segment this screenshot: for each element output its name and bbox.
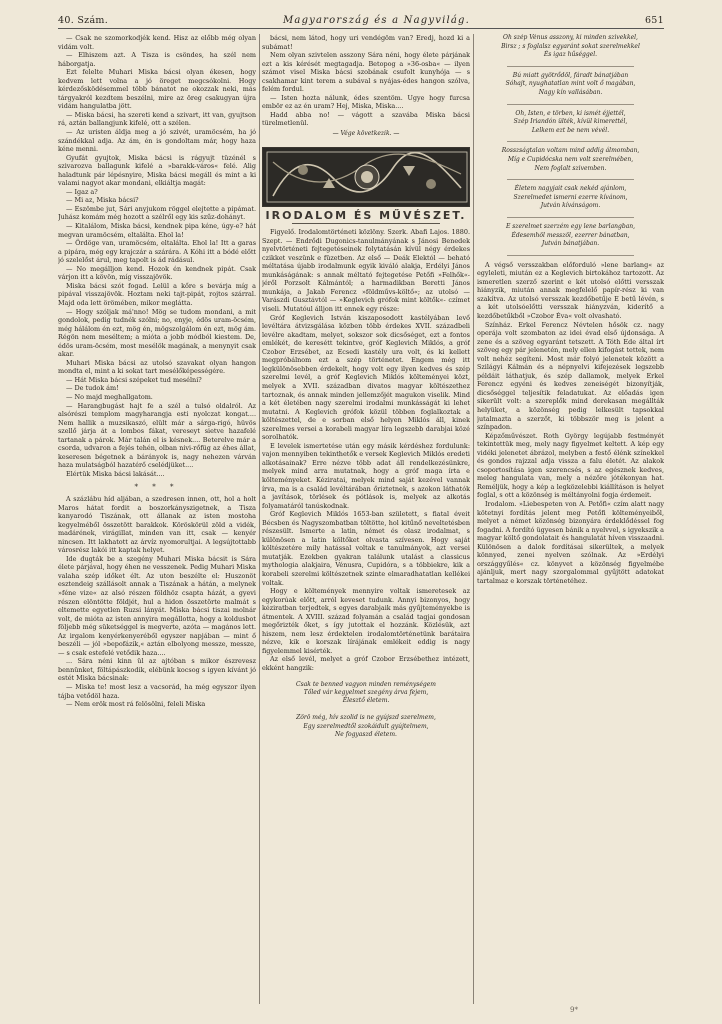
verse-stanza [477, 110, 664, 136]
verse-line: Szerelmedet ismerni ezerre kívánom, [513, 193, 628, 201]
verse-line: Tőled vár kegyelmet szegény árva fejem, [303, 688, 429, 696]
page-number: 651 [644, 15, 664, 26]
paragraph: Miska bácsi szót fogad. Lelül a kőre s bevárja míg a pipával visszajövök. Hoztam neki tajt-pipát, rojtos szárral. Majd oda lett örömében, mikor meglátta. [58, 281, 256, 307]
verse-line: E szerelmet szerzém egy lene barlangban, [505, 222, 636, 230]
verse-stanza [477, 223, 664, 249]
paragraph: Nem olyan szivtelen asszony Sára néni, hogy élete párjának ezt a kis kérését megtagadja. Betopog a »36-osba« — ilyen számot visel Miska bácsi szobának csufolt kunyhója — s csakhamar kint terem a subával s nyájas-édes hangon szólva, felém fordul. [262, 51, 470, 94]
paragraph: — Mi az, Miska bácsi? [66, 196, 139, 205]
verse-stanza [477, 147, 664, 173]
verse-block [262, 681, 470, 740]
section-heading: IRODALOM ÉS MŰVÉSZET. [265, 208, 467, 222]
stanza-separator [507, 255, 634, 256]
paragraph: Ezt felelte Muhari Miska bácsi olyan ékesen, hogy kedvem lett volna a jó öreget megcsókolni. Hogy kérdezősködésemmel több bánatot ne okozzak neki, más tárgyakról kezdtem beszélni, mire az öreg csakugyan újra vidám hangulatba jött. [58, 68, 256, 111]
stanza-separator [507, 66, 634, 67]
verse-line: Jutván kívánságom. [540, 202, 601, 210]
column-rule [473, 34, 474, 1004]
paragraph: Színház. Erkel Ferencz Névtelen hősök cz. nagy operája volt szombaton az idei évad első újdonsága. A zene és a szöveg egyaránt tetszett. A Tóth Ede által írt szöveg egy pár jelenetén, mely ellen kifogást tettek, nem volt nehéz segíteni. Most már folyó jelenetek között a Szilágyi Kálmán és a népnyelvi kifejezések legszebb példáit láthatjuk, és szép dallamok, melyek Erkel Ferencz egyéni és kedves zeneiségét bizonyítják, dicsőséggel teljesítik feladatukat. Az előadás igen sikerült volt: a szereplők mind derekasan megállták helyüket, a közönség pedig lelkesült tapsokkal jutalmazta a szerzőt, ki többször meg is jelent a színpadon. [477, 320, 664, 432]
paragraph: ... Sára néni kinn ül az ajtóban s mikor észrevesz bennünket, föltápászkodik, elébünk kocsog s igyen kívánt jó estét Miska bácsinak: [58, 657, 256, 683]
paragraph: — Az uristen áldja meg a jó szivét, uramöcsém, ha jó szándékkal adja. Az ám, én is gondoltam már, hogy haza kéne menni. [58, 128, 256, 154]
paragraph: Figyelő. Irodalomtörténeti közlöny. Szerk. Abafi Lajos. 1880. Szept. — Endrődi Dugonics-tanulmányának s Jánosi Benedek nyelvtörténeti fejtegetéseinek folytatásán kívül négy érdekes czikket veszünk e füzetben. Az első — Deák Elektól — beható méltatása újabb irodalmunk egyik kiváló alakja, Erdélyi János munkáságának: s annak méltató fejtegetése Petőfi »Felhők«-jéről Porzsolt Kálmántól; a harmadikban Beretti János munkája, a Jakab Ferencz »földművs-költő«; az utolsó — Varászdi Gusztávtól — »Keglevich grófok mint költők«- czímet viseli. Mutatóul álljon itt ennek egy része: [262, 228, 470, 314]
paragraph: — Igaz a? [66, 187, 98, 196]
column-rule [259, 34, 260, 1004]
verse-line: Jutván bánatjában. [541, 240, 600, 248]
verse-line: Életem nagyjait csak nekéd ajánlom, [514, 185, 627, 193]
stanza-separator [507, 217, 634, 218]
verse-line: Rosszságtalan voltam mind addig álmomban, [501, 147, 640, 155]
section-stars: * * * [134, 483, 180, 492]
paragraph: A százlábu híd aljában, a szedresen innen, ott, hol a holt Maros hátat fordit a boszorkányszigetnek, a Tisza kanyarodó Tiszának, ott állanak az isten mostoha kegyelméből összetött barakkok. Köröskörül zöld a vidék, madárének, virágillat, minden van itt, csak — kenyér nincsen. Itt lakhatott az árvíz nyomorultjai. A legsújtottabb városrész lakói itt kaptak helyet. [58, 494, 256, 555]
paragraph: Hogy e költemények mennyire voltak ismeretesek az egykorúak előtt, arról keveset tudunk. Annyi bizonyos, hogy kéziratban terjedtek, s egyes darabjaik más gyűjteményekbe is átmentek. A XVIII. század folyamán a család tagjai gondosan megőrizték őket, s így jutottak el hozzánk. Közlésük, azt hiszem, nem lesz érdektelen irodalomtörténetünk barátaira nézve, kik e korszak lírájának emlékeit eddig is nagy figyelemmel kisérték. [262, 587, 470, 655]
paragraph: — Nem erök most rá felösölni, feleli Miska [66, 700, 206, 709]
paragraph: Elértük Miska bácsi lakását.... [66, 469, 165, 478]
verse-line: Míg e Cupidócska nem volt szerelmében, [507, 155, 634, 163]
paragraph: — De tudok ám! [66, 384, 119, 393]
paragraph: — Miska bácsi, ha szereti kend a szivart, itt van, gyujtson rá, aztán ballangjunk kifelé, ott a szélen. [58, 110, 256, 128]
decorative-banner [262, 147, 470, 207]
stanza-separator [507, 104, 634, 105]
verse-line: Oh, Isten, e törben, ki ismét éjjettél, [515, 109, 626, 117]
paragraph: Gróf Keglevich István kiszaposodott kastélyában levő levéltára átvizsgálása közben több érdekes XVII. századbeli levélre akadtam, melyet, sokszor sok dicsőséget, ezt a fontos emlékét, de keresétt tekintve, gróf Keglevich Miklós, a gróf Czobor Erzsébet, az Ecsedi kastély ura volt, és ki kellett megpróbálnom ezt a szép történetet. Engem még itt legkülönösebben érdekelt, hogy volt egy ilyen kedves és szép szerelmi levél, a gróf Keglevich Miklós költeményei közt, melyek a XVII. században divatos magyar költészethez tartoznak, és annak minden jellemzőjét magukon viselik. Mind a két életében nagy szerelmi irodalmi munkásságát ki lehet mutatni. A Keglevich grófok közül többen foglalkoztak a költészettel, de e sorban első helyen Miklós áll, kinek szerelmes versei a korabeli magyar líra legszebb darabjai közé sorolhatók. [262, 313, 470, 442]
verse-line: Lelkem ezt be nem vévél. [531, 126, 610, 134]
column-2 [262, 34, 470, 1004]
issue-number: 40. Szám. [58, 15, 109, 26]
paragraph: — Eszömbe jut, Sári anyjukom röggel elejtette a pipámat. Juhász komám még hozott a szélről egy kis szűz-dohányt. [58, 204, 256, 222]
paragraph: — Hát Miska bácsi szépeket tud mesélni? [66, 375, 202, 384]
paragraph: A végső versszakban előforduló »lene barlang« az egyleleti, miután ez a Keglevich birtokához tartozott. Az ismeretlen szerző szerint e két utolsó előtti versszak hiányzik, miután annak megfelelő papír-rész ki van szakítva. Az utolsó versszak kezdőbetűje E betű lévén, s a két utolsóelőtti versszak hiányzván, kiderítő a kezdőbetűkből »Czobor Éva« volt olvasható. [477, 260, 664, 320]
verse-line: Szép Iriandón ülték, kívül kimerettél, [513, 118, 628, 126]
verse-line: Élesztő életem. [342, 697, 390, 705]
column-1 [58, 34, 256, 1004]
paragraph: Gróf Keglevich Miklós 1653-ban született, s fiatal éveit Bécsben és Nagyszombatban töltötte, hol kitűnő neveltetésben részesült. Ismerte a latin, német és olasz irodalmat, s különösen a latin költőket olvasta szívesen. Hogy saját költészetére mily hatással voltak e tanulmányok, azt versei mutatják. Ezekben gyakran találunk utalást a classicus mythologia alakjaira, Vénusra, Cupidóra, s a többiekre, kik a korabeli szerelmi költészetnek szinte elmaradhatatlan kellékei voltak. [262, 510, 470, 587]
paragraph: — Harangbugást hajt fe a szél a tulsó oldalról. Az alsórészi templom magyharangja esti nyolczat kongat.... Nem hallik a muzsikaszó, elült már a sárga-rigó, hüvös szellő járja át a lombos fákat, vereseyt sietve hazafelé tartanak a párok. Már talán el is késnek.... Beterelve már a csorda, udvaron a fejés tehén, olban nivi-rőfüg az éhes állat, keseresen bégetnek a bárányok is, nagy nehezen várván haza mulatságból hazatérő cselédjüket.... [58, 401, 256, 470]
verse-stanza [477, 72, 664, 98]
paragraph: — Elhiszem azt. A Tisza is csöndes, ha szél nem háborgatja. [58, 51, 256, 68]
verse-line: Egy szerelmedtől szokáidult gyújtelmem, [303, 722, 429, 730]
paragraph: — Kitalálom, Miska bácsi, kendnek pipa kéne, úgy-e? hát megvan uramöcsém, eltaláltа. Ehol la! [58, 222, 256, 239]
ornament-illustration [263, 148, 470, 206]
continuation-note: — Vége következik. — [332, 130, 400, 138]
paragraph: Hadd abba no! — vágott a szavába Miska bácsi türelmetlenül. [262, 110, 470, 128]
verse-line: Sóhajt, nyughatatlan mint volt ő magában, [505, 80, 636, 88]
paragraph: Gyufát gyujtok, Miska bácsi is rágyujt tüzénél s szivarozva ballagunk kifelé a »barakk-város« felé. Alig haladtunk pár lépésnyire, Miska bácsi megáll és mint a ki valami nagyot akar mondani, elkiáltja magát: [58, 153, 256, 188]
paragraph: Az első levél, melyet a gróf Czobor Erzsébethez intézett, ekként hangzik: [262, 655, 470, 672]
paragraph: — Csak ne szomorkodjék kend. Hisz az előbb még olyan vidám volt. [58, 34, 256, 51]
paragraph: — Miska te! most lesz a vacsorád, ha még egyszor ilyen tájba vetődöl haza. [58, 683, 256, 700]
verse-stanza [477, 34, 664, 60]
page-header [58, 10, 664, 26]
verse-line: Nem foglalt szivemben. [534, 164, 607, 172]
paragraph: — Isten hozta nálunk, édes szentöm. Ugye hogy furcsa embör ez az én uram? Hej, Miska, Miska.... [262, 93, 470, 111]
column-3 [477, 34, 664, 1004]
stanza-separator [507, 179, 634, 180]
folio-mark: 9* [570, 1006, 578, 1014]
paragraph: — No megálljon kend. Hozok én kendnek pipát. Csak várjon itt a kövön, míg visszajövök. [58, 264, 256, 282]
paragraph: — Hogy szóljak má'nno! Mög se tudom mondani, a mit gondolok, pedig tudnék szólni; no, enyje, édös uram-öcsém, még hálálom én ezt, mög én, mögszolgálom én ezt, mög ám. Régön nem meséltem; a mióta a jobb módból kiestem. De, édös uram-öcsém, most mesélök magának, a menynyit csak akar. [58, 307, 256, 359]
verse-line: Oh szép Vénus asszony, ki minden szivekkel, [503, 34, 638, 41]
paragraph: Muhari Miska bácsi az utolsó szavakat olyan hangon mondta el, mint a ki sokat tart mesélőképességére. [58, 358, 256, 376]
verse-line: Nagy kín vallásában. [538, 88, 603, 96]
header-rule [58, 28, 664, 29]
paragraph: — No majd meghallgatom. [66, 392, 153, 401]
paragraph: Képzőművészet. Roth György legújabb festményét tekintettük meg, mely nagy figyelmet keltett. A kép egy vidéki jelenetet ábrázol, melyben a festő élénk színekkel és gondos rajzzal adja vissza a falu életét. Az alakok csoportosítása igen szerencsés, s az egésznek kedves, meleg hangulata van, mely a nézőre jótékonyan hat. Reméljük, hogy a kép a legközelebbi kiállításon is helyet foglal, s ott a közönség is méltányolni fogja érdemeit. [477, 431, 664, 500]
paragraph: Irodalom. »Liebespeten von A. Petőfi« czím alatt nagy kötetnyi fordítás jelent meg Petőfi költeményeiből, melyet a német közönség bizonyára érdeklődéssel fog fogadni. A fordító ügyesen bánik a nyelvvel, s igyekszik a magyar költő gondolatait és hangulatát híven visszaadni. Különösen a dalok fordításai sikerültek, a melyek könnyed, zenei nyelven szólnak. Az »Erdélyi országgyűlés« cz. könyvet a közönség figyelmébe ajánljuk, mert nagy szorgalommal gyűjtött adatokat tartalmaz e korszak történetéhez. [477, 500, 664, 585]
verse-line: Csak te benned vagyon minden reménységem [296, 680, 436, 688]
journal-title: Magyarország és a Nagyvilág. [282, 15, 471, 26]
verse-line: Zörö még, hív szolid is ne gyújszd szerelmem, [296, 714, 436, 722]
heading-rule [292, 223, 440, 224]
verse-line: Bú miatt gyötrődöl, fáradt bánatjában [512, 71, 629, 79]
paragraph: Ide dugták be a szegény Muhari Miska bácsit is Sára élete párjával, hogy éhen ne vesszenek. Pedig Muhari Miska valaha szép időket élt. Az uton beszélte el: Huszonöt esztendeig szállásolt annak a Tiszának a hátán, a melynek »féne vize« az alsó részen földhöz csapta házát, a gyevi részen elöntötte földjét, hul a hidon összetörte malmát s eltemette egyetlen Ruzsi lányát. Miska bácsi tiszai molnár volt, de mióta az isten annyira megállotta, hogy a koldusbot följebb még süketséggel is megverte, azóta — magános lett. Az irgalom kenyérkenyeréből egyszer napjában — mint ő beszéli — jól »bepofázik,« aztán elbolyong messze, messze, — s csak estefelé vetődik haza.... [58, 554, 256, 657]
verse-stanza [477, 185, 664, 211]
verse-line: Ne fogyaszd életem. [335, 730, 397, 738]
paragraph: bácsi, nem látod, hogy uri vendégöm van? Eredj, hozd ki a subámat! [262, 34, 470, 51]
verse-line: Birsz ; s foglalsz egyaránt sokat szerelmekkel [501, 42, 640, 50]
verse-line: Édesemhöl messzöl, ezerrer bánatban, [511, 231, 630, 239]
verse-line: És igaz hűséggel. [543, 51, 598, 59]
paragraph: — Ördöge van, uramöcsém, eltalálta. Ehol la! Itt a garas a pipára, még egy krajczár a szárára. A Kóhi itt a bódé előtt jó szelelőst árul, meg tapolt is ád rádásul. [58, 239, 256, 265]
stanza-separator [507, 141, 634, 142]
paragraph: E levelek ismertetése után egy másik kérdéshez fordulunk: vajon mennyiben tekinthetők e versek Keglevich Miklós eredeti alkotásainak? Erre nézve több adat áll rendelkezésünkre, melyek mind arra mutatnak, hogy a gróf maga írta e költeményeket. Kéziratai, melyek mind saját kezével vannak írva, ma is a család levéltárában őriztetnek, s azokon láthatók a javítások, törlések és pótlások is, melyek az alkotás folyamatáról tanúskodnak. [262, 441, 470, 510]
